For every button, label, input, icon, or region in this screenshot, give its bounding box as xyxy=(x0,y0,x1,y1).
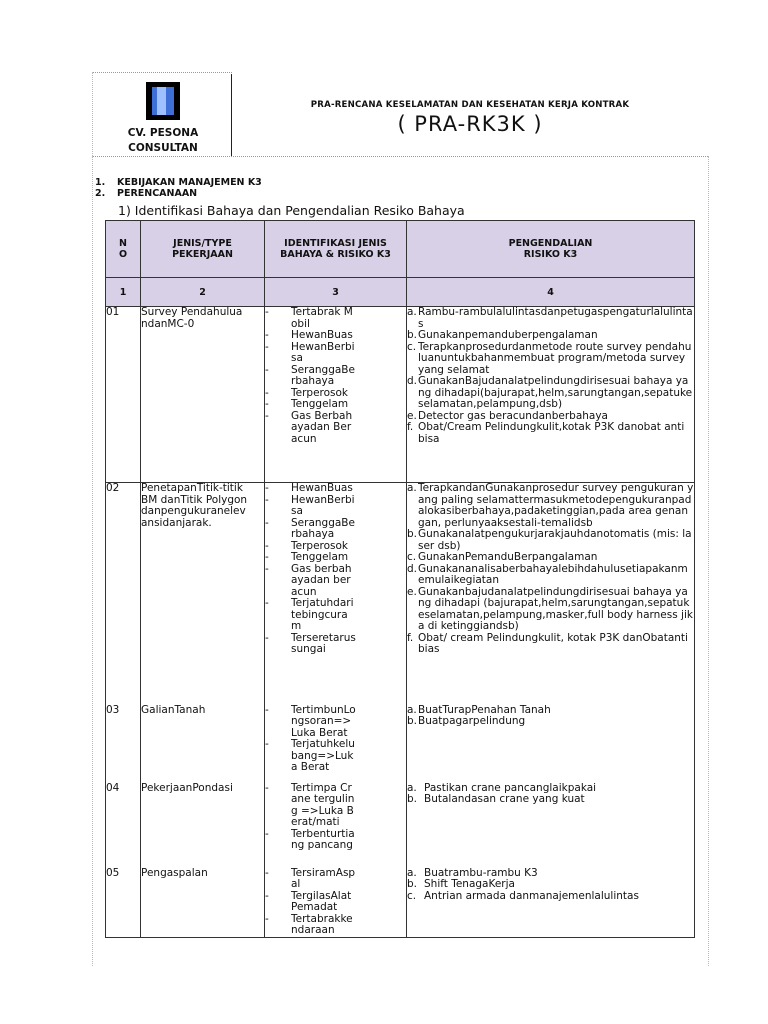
control-letter: f. xyxy=(407,421,414,433)
table-row xyxy=(106,783,695,868)
control-letter: b. xyxy=(407,878,418,890)
control-text: Rambu-rambulalulintasdanpetugaspengaturlalulintas xyxy=(418,306,693,330)
control-item xyxy=(407,633,694,656)
section-label: KEBIJAKAN MANAJEMEN K3 xyxy=(117,177,262,188)
hazard-text: Gas berbahayadan beracun xyxy=(291,562,352,598)
hazard-text: Terperosok xyxy=(291,539,349,552)
control-text: Gunakanalatpengukurjarakjauhdanotomatis (mis: laser dsb) xyxy=(418,528,692,552)
header-hazard: IDENTIFIKASI JENIS BAHAYA & RISIKO K3 xyxy=(265,221,407,278)
control-text: Shift TenagaKerja xyxy=(424,878,515,890)
control-text: Obat/ cream Pelindungkulit, kotak P3K danObatanti bias xyxy=(418,631,688,655)
control-item xyxy=(407,483,694,529)
control-letter: a. xyxy=(407,866,417,879)
hazard-item xyxy=(265,564,357,599)
job-type xyxy=(141,705,265,783)
control-letter: b. xyxy=(407,329,418,341)
hazard-item xyxy=(265,495,357,518)
page-border-right xyxy=(708,156,709,966)
control-letter: a. xyxy=(407,482,417,494)
job-type-text: Survey PendahuluandanMC-0 xyxy=(141,306,243,330)
control-text: Gunakanpemanduberpengalaman xyxy=(418,329,598,341)
control-text: Gunakananalisaberbahayalebihdahulusetiapakanmemulaikegiatan xyxy=(418,562,688,586)
control-item xyxy=(407,529,694,552)
company-name-line1: CV. PESONA xyxy=(127,127,199,139)
control-text: Detector gas beracundanberbahaya xyxy=(418,409,608,422)
hazard-text: Tertabrakkendaraan xyxy=(291,912,353,936)
section-number: 2. xyxy=(95,188,106,199)
header-divider xyxy=(231,74,232,156)
hazard-text: Terjatuhkelubang=>Luka Berat xyxy=(291,738,355,773)
control-item xyxy=(407,587,694,633)
control-text: Antrian armada danmanajemenlalulintas xyxy=(424,889,639,902)
hazard-text: Terbenturtiang pancang xyxy=(291,827,355,851)
header-no: N O xyxy=(106,221,141,278)
hazard-text: Terjatuhdaritebingcuram xyxy=(291,597,354,632)
control-letter: d. xyxy=(407,375,418,387)
header-control: PENGENDALIAN RISIKO K3 xyxy=(407,221,695,278)
control-item xyxy=(407,307,694,330)
hazard-text: HewanBuas xyxy=(291,482,353,494)
hazard-item xyxy=(265,868,357,891)
hazard-text: SeranggaBerbahaya xyxy=(291,363,355,387)
column-number: 1 xyxy=(106,278,141,307)
control-list xyxy=(407,868,695,938)
hazard-item xyxy=(265,411,357,446)
section-heading-1 xyxy=(95,177,262,188)
hazard-text: TergilasAlatPemadat xyxy=(291,889,352,913)
control-letter: c. xyxy=(407,340,417,353)
hazard-text: Tertabrak Mobil xyxy=(291,306,353,330)
hazard-item xyxy=(265,518,357,541)
control-text: Buatpagarpelindung xyxy=(418,715,526,727)
hazard-item xyxy=(265,783,357,829)
document-title: ( PRA-RK3K ) xyxy=(397,112,543,136)
risk-table xyxy=(105,220,695,938)
control-text: Obat/Cream Pelindungkulit,kotak P3K danobat anti bisa xyxy=(418,421,685,445)
control-text: TerapkandanGunakanprosedur survey pengukuran yang paling selamattermasukmetodepengukuranpadalokasiberbahaya,padaketinggian,pada area genangan, perlunyaaksestali-temalidsb xyxy=(418,482,694,529)
header-job: JENIS/TYPE PEKERJAAN xyxy=(141,221,265,278)
control-text: Terapkanprosedurdanmetode route survey pendahuluanuntukbahanmembuat program/metoda survey yang selamat xyxy=(418,340,692,376)
hazard-item xyxy=(265,914,357,937)
row-number: 04 xyxy=(106,783,141,868)
control-text: GunakanBajudanalatpelindungdirisesuai bahaya yang dihadapi(bajurapat,helm,sarungtangan,sepatukeselamatan,pelampung,dsb) xyxy=(418,375,693,410)
hazard-item xyxy=(265,829,357,852)
table-row xyxy=(106,868,695,938)
table-row xyxy=(106,307,695,483)
job-type xyxy=(141,483,265,705)
hazard-item xyxy=(265,739,357,774)
job-type xyxy=(141,783,265,868)
control-text: BuatTurapPenahan Tanah xyxy=(418,703,551,716)
control-letter: a. xyxy=(407,306,417,318)
hazard-item xyxy=(265,307,357,330)
hazard-item xyxy=(265,598,357,633)
control-letter: d. xyxy=(407,562,418,575)
column-number: 2 xyxy=(141,278,265,307)
hazard-text: Gas Berbahayadan Beracun xyxy=(291,409,353,445)
job-type-text: GalianTanah xyxy=(141,703,206,716)
header-border-top xyxy=(92,72,232,73)
control-list xyxy=(407,783,695,868)
company-name-line2: CONSULTAN xyxy=(128,142,198,154)
hazard-item xyxy=(265,891,357,914)
column-number: 3 xyxy=(265,278,407,307)
section-number: 1. xyxy=(95,177,106,188)
job-type-text: PenetapanTitik-titik BM danTitik Polygon danpengukuranelevansidanjarak. xyxy=(141,482,248,529)
control-letter: e. xyxy=(407,585,417,598)
table-row xyxy=(106,705,695,783)
control-item xyxy=(407,564,694,587)
hazard-item xyxy=(265,342,357,365)
subsection-heading: 1) Identifikasi Bahaya dan Pengendalian Resiko Bahaya xyxy=(118,203,465,218)
table-column-number-row xyxy=(106,278,695,307)
control-text: Gunakanbajudanalatpelindungdirisesuai bahaya yang dihadapi (bajurapat,helm,sarungtangan,sepatukeselamatan,pelampung,masker,full body harness jika di ketinggiandsb) xyxy=(418,585,693,632)
hazard-text: TersiramAspal xyxy=(291,866,356,890)
header-border-left xyxy=(92,72,93,156)
hazard-list xyxy=(265,705,407,783)
hazard-text: HewanBerbisa xyxy=(291,340,355,364)
hazard-text: TertimbunLongsoran=>Luka Berat xyxy=(291,703,356,739)
control-letter: c. xyxy=(407,889,417,902)
hazard-text: Tenggelam xyxy=(291,398,349,410)
column-number: 4 xyxy=(407,278,695,307)
header-border-bottom xyxy=(92,156,708,157)
job-type xyxy=(141,868,265,938)
control-item xyxy=(407,422,694,445)
hazard-text: Tertimpa Crane terguling =>Luka Berat/mati xyxy=(291,781,355,828)
hazard-text: Terperosok xyxy=(291,386,349,399)
control-text: GunakanPemanduBerpangalaman xyxy=(418,551,598,563)
hazard-text: SeranggaBerbahaya xyxy=(291,516,355,540)
control-letter: b. xyxy=(407,528,418,540)
row-number: 01 xyxy=(106,307,141,483)
control-item xyxy=(407,342,694,377)
hazard-text: HewanBuas xyxy=(291,329,353,341)
section-label: PERENCANAAN xyxy=(117,188,198,199)
control-letter: c. xyxy=(407,551,417,563)
control-item xyxy=(407,376,694,411)
control-item xyxy=(407,716,694,728)
hazard-item xyxy=(265,365,357,388)
job-type-text: PekerjaanPondasi xyxy=(141,781,233,794)
job-type xyxy=(141,307,265,483)
hazard-list xyxy=(265,783,407,868)
table-row xyxy=(106,483,695,705)
hazard-text: HewanBerbisa xyxy=(291,493,355,517)
control-item xyxy=(407,794,694,806)
control-item xyxy=(407,891,694,903)
control-letter: a. xyxy=(407,703,417,716)
hazard-list xyxy=(265,483,407,705)
control-letter: f. xyxy=(407,631,414,644)
control-list xyxy=(407,307,695,483)
control-letter: b. xyxy=(407,793,418,805)
company-logo xyxy=(146,82,180,120)
control-letter: a. xyxy=(407,781,417,794)
row-number: 05 xyxy=(106,868,141,938)
job-type-text: Pengaspalan xyxy=(141,866,208,879)
control-text: Buatrambu-rambu K3 xyxy=(424,866,538,879)
row-number: 02 xyxy=(106,483,141,705)
table-header-row xyxy=(106,221,695,278)
hazard-list xyxy=(265,307,407,483)
hazard-text: Terseretarussungai xyxy=(291,631,356,655)
hazard-list xyxy=(265,868,407,938)
page-border-left xyxy=(92,156,93,966)
control-letter: e. xyxy=(407,409,417,422)
company-name xyxy=(108,126,218,156)
control-list xyxy=(407,483,695,705)
control-list xyxy=(407,705,695,783)
control-letter: b. xyxy=(407,715,418,727)
hazard-item xyxy=(265,633,357,656)
hazard-text: Tenggelam xyxy=(291,551,349,563)
document-subtitle: PRA-RENCANA KESELAMATAN DAN KESEHATAN KERJA KONTRAK xyxy=(310,100,630,110)
row-number: 03 xyxy=(106,705,141,783)
control-text: Pastikan crane pancanglaikpakai xyxy=(424,781,597,794)
control-text: Butalandasan crane yang kuat xyxy=(424,793,585,805)
hazard-item xyxy=(265,705,357,740)
section-heading-2 xyxy=(95,188,197,199)
